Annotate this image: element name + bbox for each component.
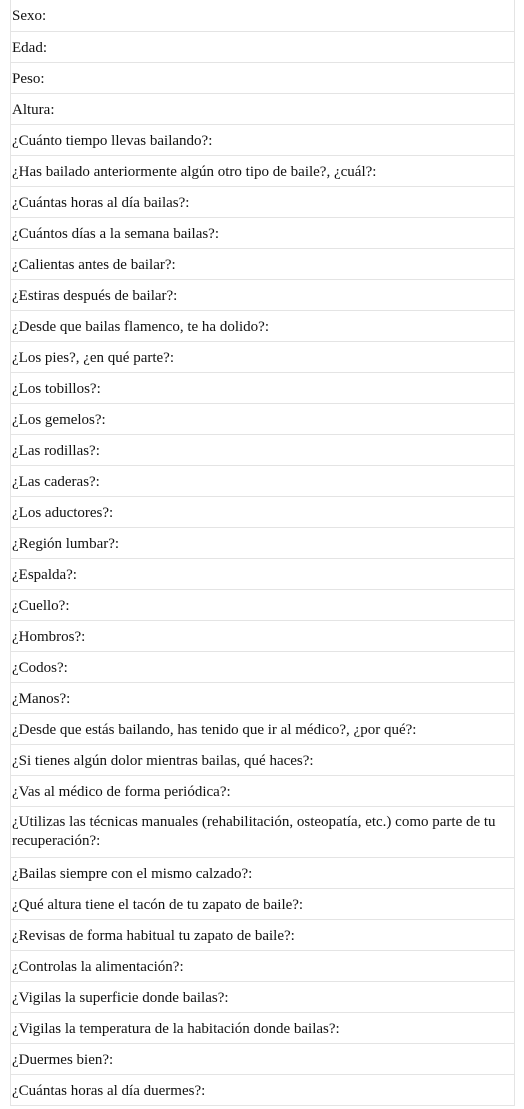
question-label: ¿Vigilas la temperatura de la habitación donde bailas?: [12,1021,340,1037]
question-label: ¿Estiras después de bailar?: [12,288,178,304]
question-label: ¿Desde que bailas flamenco, te ha dolido?: [12,319,269,335]
question-row-dolido [11,311,514,342]
question-label: ¿Espalda?: [12,567,77,583]
question-label: ¿Cuántas horas al día bailas?: [12,195,190,211]
question-row-duermes-bien [11,1044,514,1075]
question-label: Edad: [12,40,47,56]
question-label: ¿Desde que estás bailando, has tenido que ir al médico?, ¿por qué?: [12,722,417,738]
question-row-espalda [11,559,514,590]
question-label: ¿Cuántas horas al día duermes?: [12,1083,206,1099]
question-row-tobillos [11,373,514,404]
question-label: ¿Hombros?: [12,629,86,645]
question-label: ¿Los tobillos?: [12,381,101,397]
question-label: ¿Los gemelos?: [12,412,106,428]
question-label: Altura: [12,102,55,118]
question-label: ¿Manos?: [12,691,71,707]
question-row-revisas-zapato [11,920,514,951]
question-row-dolor-bailas [11,745,514,776]
question-label: Peso: [12,71,45,87]
question-row-altura [11,94,514,125]
question-label: ¿Bailas siempre con el mismo calzado?: [12,866,253,882]
question-row-edad [11,32,514,63]
question-label: ¿Las caderas?: [12,474,100,490]
question-label: ¿Duermes bien?: [12,1052,114,1068]
question-row-horas-dia [11,187,514,218]
question-row-gemelos [11,404,514,435]
question-label: ¿Vigilas la superficie donde bailas?: [12,990,229,1006]
question-label: Sexo: [12,8,47,24]
question-row-cuello [11,590,514,621]
question-row-medico [11,714,514,745]
question-row-tacon [11,889,514,920]
question-row-manos [11,683,514,714]
question-row-rodillas [11,435,514,466]
question-row-temperatura [11,1013,514,1044]
question-row-lumbar [11,528,514,559]
question-row-alimentacion [11,951,514,982]
question-label: ¿Vas al médico de forma periódica?: [12,784,231,800]
question-row-estiras [11,280,514,311]
question-row-hombros [11,621,514,652]
question-row-caderas [11,466,514,497]
question-label: ¿Cuello?: [12,598,70,614]
question-label: ¿Las rodillas?: [12,443,100,459]
question-row-horas-sueno [11,1075,514,1106]
question-row-peso [11,63,514,94]
question-label: ¿Si tienes algún dolor mientras bailas, qué haces?: [12,753,314,769]
question-row-dias-semana [11,218,514,249]
question-row-tecnicas-manuales [11,807,514,858]
question-label: ¿Has bailado anteriormente algún otro tipo de baile?, ¿cuál?: [12,164,377,180]
question-label: ¿Revisas de forma habitual tu zapato de baile?: [12,928,295,944]
question-label: ¿Qué altura tiene el tacón de tu zapato de baile?: [12,897,304,913]
question-label: ¿Utilizas las técnicas manuales (rehabilitación, osteopatía, etc.) como parte de tu recuperación?: [12,814,496,849]
question-label: ¿Los pies?, ¿en qué parte?: [12,350,175,366]
question-row-medico-periodico [11,776,514,807]
question-label: ¿Calientas antes de bailar?: [12,257,176,273]
question-row-superficie [11,982,514,1013]
question-label: ¿Cuántos días a la semana bailas?: [12,226,220,242]
question-label: ¿Cuánto tiempo llevas bailando?: [12,133,213,149]
question-label: ¿Región lumbar?: [12,536,120,552]
question-row-pies [11,342,514,373]
question-row-tiempo-bailando [11,125,514,156]
question-label: ¿Los aductores?: [12,505,114,521]
question-label: ¿Codos?: [12,660,68,676]
question-row-otro-baile [11,156,514,187]
question-row-sexo [11,0,514,32]
question-row-calientas [11,249,514,280]
question-label: ¿Controlas la alimentación?: [12,959,184,975]
question-row-aductores [11,497,514,528]
question-row-codos [11,652,514,683]
question-row-calzado [11,858,514,889]
questionnaire-table [10,0,515,1106]
